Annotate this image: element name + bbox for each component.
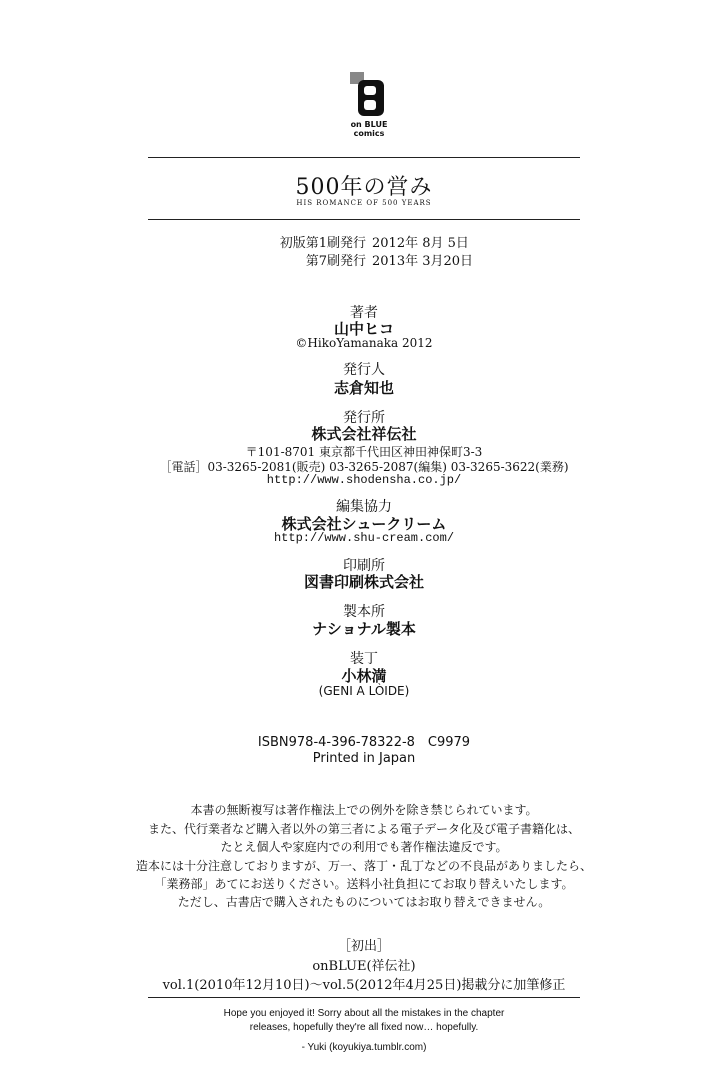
edition-date: 2013年 3月20日 <box>372 254 474 269</box>
isbn: ISBN978-4-396-78322-8 C9979 <box>257 735 471 750</box>
editorial-url[interactable]: http://www.shu-cream.com/ <box>273 531 455 545</box>
author-copyright: ©HikoYamanaka 2012 <box>295 336 433 350</box>
publisher-role: 発行所 <box>343 410 385 426</box>
edition-date: 2012年 8月 5日 <box>372 236 469 251</box>
edition-label: 初版第1刷発行 <box>279 236 366 251</box>
publisher-phones: ［電話］03-3265-2081(販売) 03-3265-2087(編集) 03-3265-3622(業務) <box>159 460 569 474</box>
scanlation-note-line: Hope you enjoyed it! Sorry about all the mistakes in the chapter <box>223 1008 505 1019</box>
bottom-rule <box>148 997 580 998</box>
notice-line: 「業務部」あてにお送りください。送料小社負担にてお取り替えいたします。 <box>154 877 574 891</box>
notice-line: ただし、古書店で購入されたものについてはお取り替えできません。 <box>177 895 551 909</box>
design-name: 小林満 <box>341 667 387 685</box>
design-role: 装丁 <box>350 651 378 667</box>
publisher-address: 〒101-8701 東京都千代田区神田神保町3-3 <box>245 445 483 459</box>
design-studio: (GENI A LÒIDE) <box>318 684 410 698</box>
editorial-name: 株式会社シュークリーム <box>281 515 447 533</box>
issuer-name: 志倉知也 <box>333 379 394 397</box>
binder-role: 製本所 <box>343 604 385 620</box>
publisher-url[interactable]: http://www.shodensha.co.jp/ <box>266 473 462 487</box>
first-publication-magazine: onBLUE(祥伝社) <box>312 959 416 974</box>
title-rule <box>148 219 580 220</box>
editorial-role: 編集協力 <box>336 499 392 515</box>
notice-line: また、代行業者など購入者以外の第三者による電子データ化及び電子書籍化は、 <box>147 822 580 836</box>
printer-role: 印刷所 <box>343 558 385 574</box>
logo-line-onblue: on BLUE <box>350 120 388 129</box>
edition-label: 第7刷発行 <box>305 254 366 269</box>
first-publication-issues: vol.1(2010年12月10日)～vol.5(2012年4月25日)掲載分に加筆修正 <box>162 978 566 993</box>
first-publication-heading: ［初出］ <box>337 939 390 954</box>
issuer-role: 発行人 <box>343 362 385 378</box>
author-role: 著者 <box>350 305 378 321</box>
notice-line: 本書の無断複写は著作権法上での例外を除き禁じられています。 <box>190 803 538 817</box>
printer-name: 図書印刷株式会社 <box>303 573 424 591</box>
notice-line: 造本には十分注意しておりますが、万一、落丁・乱丁などの不良品がありましたら、 <box>135 859 592 873</box>
onblue-logo <box>343 70 395 140</box>
scanlation-note-line: releases, hopefully they're all fixed now… hopefully. <box>249 1022 479 1033</box>
book-title: 500年の営み <box>295 175 433 200</box>
scanlation-credit[interactable]: - Yuki (koyukiya.tumblr.com) <box>301 1042 427 1053</box>
book-subtitle: HIS ROMANCE OF 500 YEARS <box>296 199 432 207</box>
edition-row-seventh <box>252 250 512 269</box>
logo-line-comics: comics <box>353 129 385 138</box>
onblue-logo-mark-icon <box>348 70 390 120</box>
printed-in: Printed in Japan <box>312 751 416 766</box>
binder-name: ナショナル製本 <box>312 620 416 638</box>
top-rule <box>148 157 580 158</box>
edition-row-first <box>252 232 512 251</box>
publisher-name: 株式会社祥伝社 <box>311 425 417 443</box>
author-name: 山中ヒコ <box>333 320 394 338</box>
notice-line: たとえ個人や家庭内での利用でも著作権法違反です。 <box>220 840 508 854</box>
